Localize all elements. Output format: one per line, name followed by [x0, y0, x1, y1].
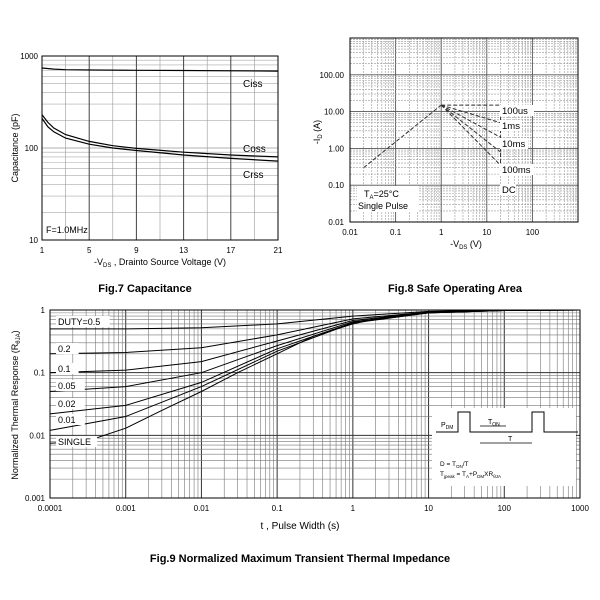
- soa-curve-label: DC: [502, 185, 516, 196]
- soa-curve-labels: [500, 105, 534, 196]
- thermal-duty-label: 0.1: [58, 364, 71, 374]
- x-tick-label: 0.01: [342, 228, 358, 237]
- thermal-title: Fig.9 Normalized Maximum Transient Thermal Impedance: [149, 553, 451, 565]
- thermal-inset: [432, 408, 578, 486]
- soa-curve-label: 100ms: [502, 165, 531, 176]
- y-tick-label: 10.00: [323, 107, 344, 117]
- capacitance-xlabel: $-V_{DS}$ , Drainto Source Voltage (V): [94, 257, 226, 269]
- capacitance-frequency-note: F=1.0MHz: [46, 225, 88, 235]
- x-tick-label: 9: [134, 246, 139, 255]
- thermal-series-line: [50, 310, 580, 354]
- y-tick-label: 10: [29, 236, 38, 245]
- soa-xlabel: $-V_{DS}$ (V): [450, 239, 482, 251]
- x-tick-label: 17: [226, 246, 236, 255]
- thermal-series-line: [50, 310, 580, 392]
- coss-label: Coss: [243, 144, 266, 155]
- soa-ylabel: $-I_D$ (A): [312, 119, 324, 145]
- x-tick-label: 21: [273, 246, 283, 255]
- tj-formula: $T_{jpeak} = T_A+P_{DM}XR_{\theta JA}$: [440, 471, 501, 479]
- ton-label: $T_{ON}$: [488, 419, 500, 428]
- duty-formula: $D = T_{ON}/T$: [440, 461, 469, 469]
- x-tick-label: 13: [179, 246, 189, 255]
- y-tick-label: 1000: [20, 52, 38, 61]
- soa-title: Fig.8 Safe Operating Area: [387, 283, 523, 295]
- x-tick-label: 0.0001: [37, 504, 63, 513]
- x-tick-label: 0.1: [390, 228, 402, 237]
- soa-curve-label: 1ms: [502, 121, 520, 132]
- x-tick-label: 100: [497, 504, 511, 513]
- capacitance-chart: [10, 52, 283, 295]
- y-tick-label: 0.01: [29, 431, 45, 441]
- y-tick-label: 0.1: [33, 368, 45, 378]
- y-tick-label: 0.01: [328, 218, 344, 227]
- x-tick-label: 5: [86, 246, 92, 255]
- soa-curve-label: 10ms: [502, 139, 526, 150]
- x-tick-label: 0.01: [193, 504, 210, 513]
- x-tick-label: 1: [350, 504, 356, 513]
- thermal-series-line: [50, 310, 580, 414]
- thermal-chart: [10, 306, 589, 565]
- soa-series-line: [441, 105, 500, 152]
- x-tick-label: 1: [39, 246, 45, 255]
- soa-temperature-note: $T_A=25^\circ C$: [364, 189, 399, 201]
- soa-pulse-note: Single Pulse: [358, 201, 409, 211]
- x-tick-label: 10: [482, 228, 492, 237]
- thermal-duty-label: SINGLE: [58, 437, 92, 447]
- pdm-label: $P_{DM}$: [441, 422, 454, 431]
- soa-chart: [312, 38, 578, 295]
- y-tick-label: 0.10: [328, 181, 344, 191]
- capacitance-ylabel: Capacitance (pF): [10, 113, 20, 183]
- thermal-series-line: [50, 310, 580, 373]
- x-tick-label: 0.1: [271, 504, 283, 513]
- y-tick-label: 0.001: [24, 494, 45, 503]
- y-tick-label: 1: [40, 306, 45, 315]
- y-tick-label: 100.00: [319, 70, 344, 80]
- x-tick-label: 1: [438, 228, 444, 237]
- x-tick-label: 1000: [571, 504, 589, 513]
- thermal-duty-label: DUTY=0.5: [58, 317, 101, 327]
- x-tick-label: 10: [424, 504, 434, 513]
- x-tick-label: 0.001: [115, 504, 136, 513]
- thermal-xlabel: t , Pulse Width (s): [260, 521, 340, 532]
- x-tick-label: 100: [525, 228, 540, 237]
- thermal-duty-label: 0.05: [58, 381, 76, 391]
- thermal-duty-label: 0.02: [58, 399, 76, 409]
- ciss-label: Ciss: [243, 79, 263, 90]
- thermal-duty-label: 0.2: [58, 344, 71, 354]
- thermal-duty-label: 0.01: [58, 415, 76, 425]
- soa-series-line: [441, 105, 500, 137]
- thermal-ylabel: Normalized Thermal Response $(R_{\theta JA})$: [10, 330, 22, 480]
- y-tick-label: 100: [24, 144, 38, 153]
- soa-curve-label: 100us: [502, 106, 528, 117]
- y-tick-label: 1.00: [328, 144, 344, 154]
- soa-series-line: [364, 105, 442, 168]
- crss-label: Crss: [243, 170, 264, 181]
- capacitance-title: Fig.7 Capacitance: [98, 283, 192, 295]
- period-label: T: [508, 436, 513, 443]
